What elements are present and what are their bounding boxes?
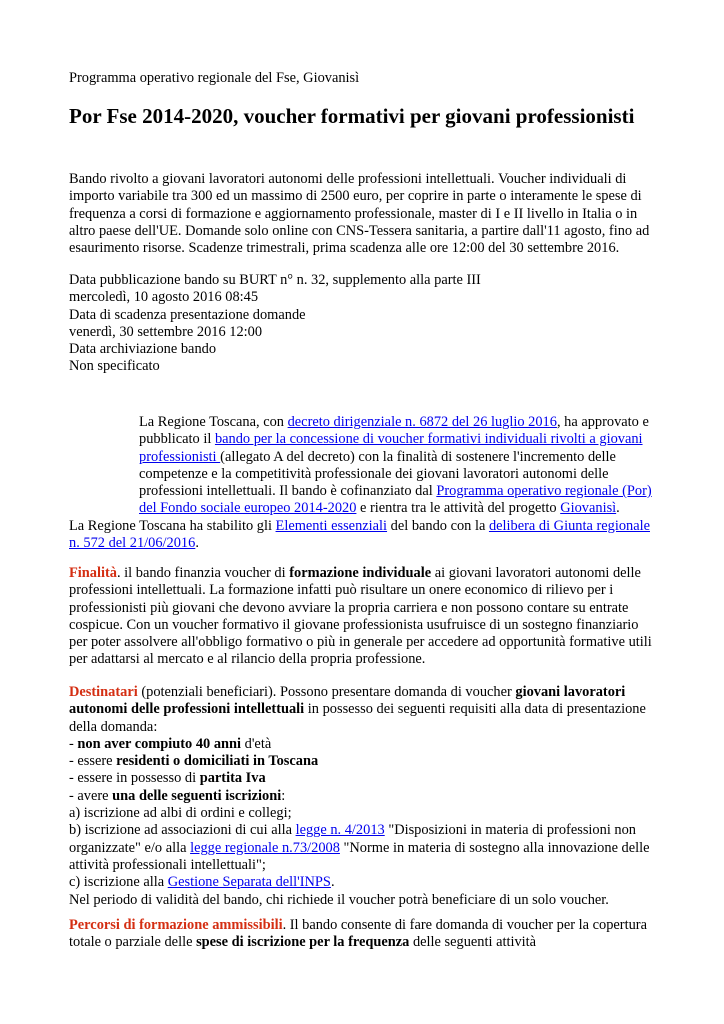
giovanisi-link[interactable]: Giovanisì <box>560 500 617 517</box>
bando-meta <box>69 272 481 376</box>
intro-paragraph-2 <box>69 518 659 553</box>
option-c <box>69 874 659 891</box>
requirement-text: - essere in possesso di <box>69 770 200 787</box>
elementi-essenziali-link[interactable]: Elementi essenziali <box>275 517 388 534</box>
intro-text: , ha approvato e pubblicato il <box>139 414 649 448</box>
destinatari-bold: giovani lavoratori autonomi delle professioni intellettuali <box>69 684 626 718</box>
publication-label: Data pubblicazione bando su BURT n° n. 32, supplemento alla parte III <box>69 272 481 288</box>
finalita-text: . il bando finanzia voucher di <box>116 565 290 581</box>
requirement-bold: partita Iva <box>199 770 266 787</box>
deadline-label: Data di scadenza presentazione domande <box>69 306 306 323</box>
intro-text: e rientra tra le attività del progetto <box>356 500 561 517</box>
summary-paragraph: Bando rivolto a giovani lavoratori autonomi delle professioni intellettuali. Voucher individuali di importo variabile tra 300 ed un massimo di 2500 euro, per coprire in parte o interamente le spese di frequenza a corsi di formazione e aggiornamento professionale, master di I e II livello in Italia o in altro paese dell'UE. Domande solo online con CNS-Tessera sanitaria, a partire dall'11 agosto, fino ad esaurimento risorse. Scadenze trimestrali, prima scadenza alle ore 12:00 del 30 settembre 2016. <box>69 171 650 257</box>
deadline-date: venerdì, 30 settembre 2016 12:00 <box>69 323 263 340</box>
intro-text: La Regione Toscana ha stabilito gli <box>69 517 276 534</box>
bando-link[interactable]: bando per la concessione di voucher formativi individuali rivolti a giovani professionisti <box>139 431 643 465</box>
requirement-text: d'età <box>241 735 272 752</box>
kicker: Programma operativo regionale del Fse, Giovanisì <box>69 70 360 86</box>
intro-section <box>69 414 659 552</box>
finalita-heading: Finalità <box>69 565 117 581</box>
requirement-bold: residenti o domiciliati in Toscana <box>116 753 319 770</box>
percorsi-text: . Il bando consente di fare domanda di voucher per la copertura totale o parziale delle <box>69 917 647 951</box>
requirement-residence <box>69 753 659 770</box>
intro-text: . <box>616 500 620 517</box>
single-voucher-note: Nel periodo di validità del bando, chi richiede il voucher potrà beneficiare di un solo voucher. <box>69 891 609 908</box>
option-a: a) iscrizione ad albi di ordini e collegi; <box>69 805 292 822</box>
destinatari-section <box>69 684 659 909</box>
legge-regionale-73-2008-link[interactable]: legge regionale n.73/2008 <box>190 839 340 856</box>
destinatari-paragraph <box>69 684 659 736</box>
intro-text: La Regione Toscana, con <box>139 414 288 430</box>
publication-date: mercoledì, 10 agosto 2016 08:45 <box>69 289 259 306</box>
requirement-vat <box>69 770 659 787</box>
option-text: "Disposizioni in materia di professioni non organizzate" e/o alla <box>69 822 636 856</box>
intro-text: del bando con la <box>387 517 489 534</box>
decree-link[interactable]: decreto dirigenziale n. 6872 del 26 luglio 2016 <box>287 414 557 430</box>
percorsi-bold: spese di iscrizione per la frequenza <box>196 934 410 951</box>
inps-link[interactable]: Gestione Separata dell'INPS <box>167 874 331 891</box>
requirement-age <box>69 736 659 753</box>
option-text: c) iscrizione alla <box>69 874 168 891</box>
list-dash: - <box>69 735 78 752</box>
option-b <box>69 822 659 874</box>
finalita-text: ai giovani lavoratori autonomi delle professioni intellettuali. La formazione infatti può risultare un onere economico di rilievo per i professionisti più giovani che devono avviare la propria carriera e non possono contare su entrate cospicue. Con un voucher formativo il giovane professionista usufruisce di un sostegno finanziario per poter assolvere all'obbligo formativo o più in generale per accedere ad opportunità formative utili per adattarsi al mercato e al rilancio della propria professione. <box>69 565 652 668</box>
percorsi-paragraph <box>69 917 659 952</box>
intro-paragraph <box>69 414 659 518</box>
archive-label: Data archiviazione bando <box>69 341 217 358</box>
archive-value: Non specificato <box>69 358 160 375</box>
finalita-bold: formazione individuale <box>289 565 432 581</box>
page-title: Por Fse 2014-2020, voucher formativi per giovani professionisti <box>69 104 635 128</box>
requirement-text: - essere <box>69 753 117 770</box>
delibera-link[interactable]: delibera di Giunta regionale n. 572 del 21/06/2016 <box>69 517 650 552</box>
destinatari-text: (potenziali beneficiari). Possono presentare domanda di voucher <box>137 684 516 700</box>
percorsi-heading: Percorsi di formazione ammissibili <box>69 917 283 933</box>
percorsi-text: delle seguenti attività <box>409 934 537 951</box>
legge-4-2013-link[interactable]: legge n. 4/2013 <box>295 822 385 839</box>
intro-text: . <box>195 535 199 552</box>
requirement-bold: non aver compiuto 40 anni <box>77 735 242 752</box>
requirement-registration <box>69 788 659 805</box>
por-fse-link[interactable]: Programma operativo regionale (Por) del Fondo sociale europeo 2014-2020 <box>139 483 652 517</box>
option-text: "Norme in materia di sostegno alla innovazione delle attività professionali intellettuali"; <box>69 839 650 873</box>
intro-text: (allegato A del decreto) con la finalità di sostenere l'incremento delle competenze e la competitività professionale dei giovani lavoratori autonomi delle professioni intellettuali. Il bando è cofinanziato dal <box>139 448 616 500</box>
option-text: . <box>330 874 335 891</box>
destinatari-text: in possesso dei seguenti requisiti alla data di presentazione della domanda: <box>69 701 646 735</box>
destinatari-heading: Destinatari <box>69 684 138 700</box>
finalita-paragraph <box>69 565 659 669</box>
option-text: b) iscrizione ad associazioni di cui alla <box>69 822 296 839</box>
requirement-text: : <box>281 787 286 804</box>
requirement-bold: una delle seguenti iscrizioni <box>112 787 282 804</box>
requirement-text: - avere <box>69 787 113 804</box>
